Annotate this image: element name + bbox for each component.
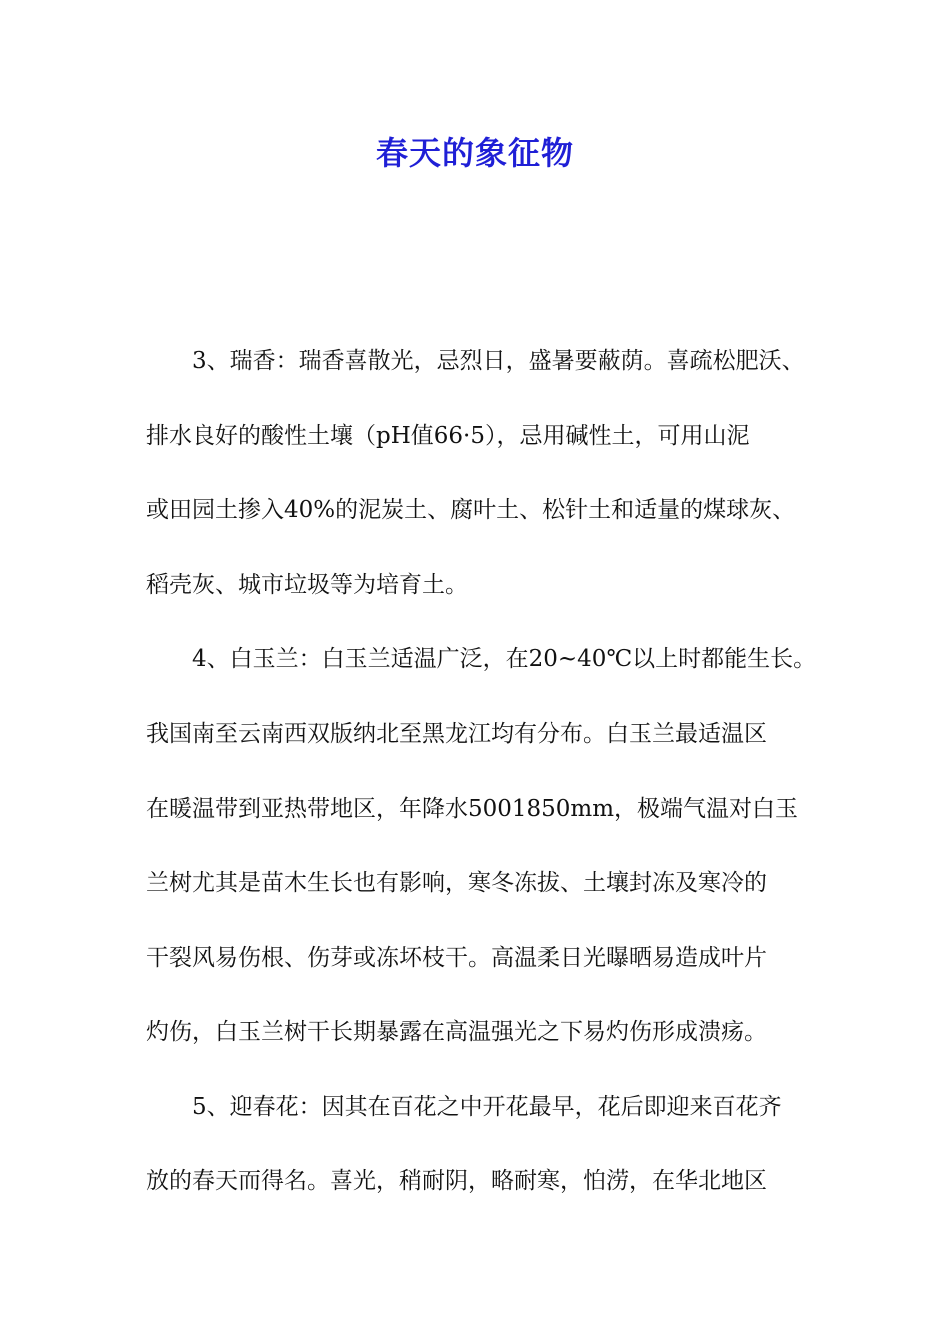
paragraph-line: 3、瑞香：瑞香喜散光，忌烈日，盛暑要蔽荫。喜疏松肥沃、	[192, 348, 805, 374]
paragraph-line: 或田园土掺入40%的泥炭土、腐叶土、松针土和适量的煤球灰、	[146, 497, 796, 523]
paragraph-line: 我国南至云南西双版纳北至黑龙江均有分布。白玉兰最适温区	[146, 721, 767, 747]
paragraph-line: 4、白玉兰：白玉兰适温广泛，在20~40℃以上时都能生长。	[192, 646, 817, 672]
paragraph-line: 放的春天而得名。喜光，稍耐阴，略耐寒，怕涝，在华北地区	[146, 1168, 767, 1194]
paragraph-line: 5、迎春花：因其在百花之中开花最早，花后即迎来百花齐	[192, 1094, 782, 1120]
paragraph-line: 稻壳灰、城市垃圾等为培育土。	[146, 572, 468, 598]
paragraph-line: 排水良好的酸性土壤（pH值66·5），忌用碱性土，可用山泥	[146, 423, 750, 449]
paragraph-line: 灼伤，白玉兰树干长期暴露在高温强光之下易灼伤形成溃疡。	[146, 1019, 767, 1045]
paragraph-line: 干裂风易伤根、伤芽或冻坏枝干。高温柔日光曝晒易造成叶片	[146, 945, 767, 971]
page-title: 春天的象征物	[375, 134, 574, 172]
paragraph-line: 兰树尤其是苗木生长也有影响，寒冬冻拔、土壤封冻及寒冷的	[146, 870, 767, 896]
paragraph-line: 在暖温带到亚热带地区，年降水5001850mm，极端气温对白玉	[146, 796, 799, 822]
